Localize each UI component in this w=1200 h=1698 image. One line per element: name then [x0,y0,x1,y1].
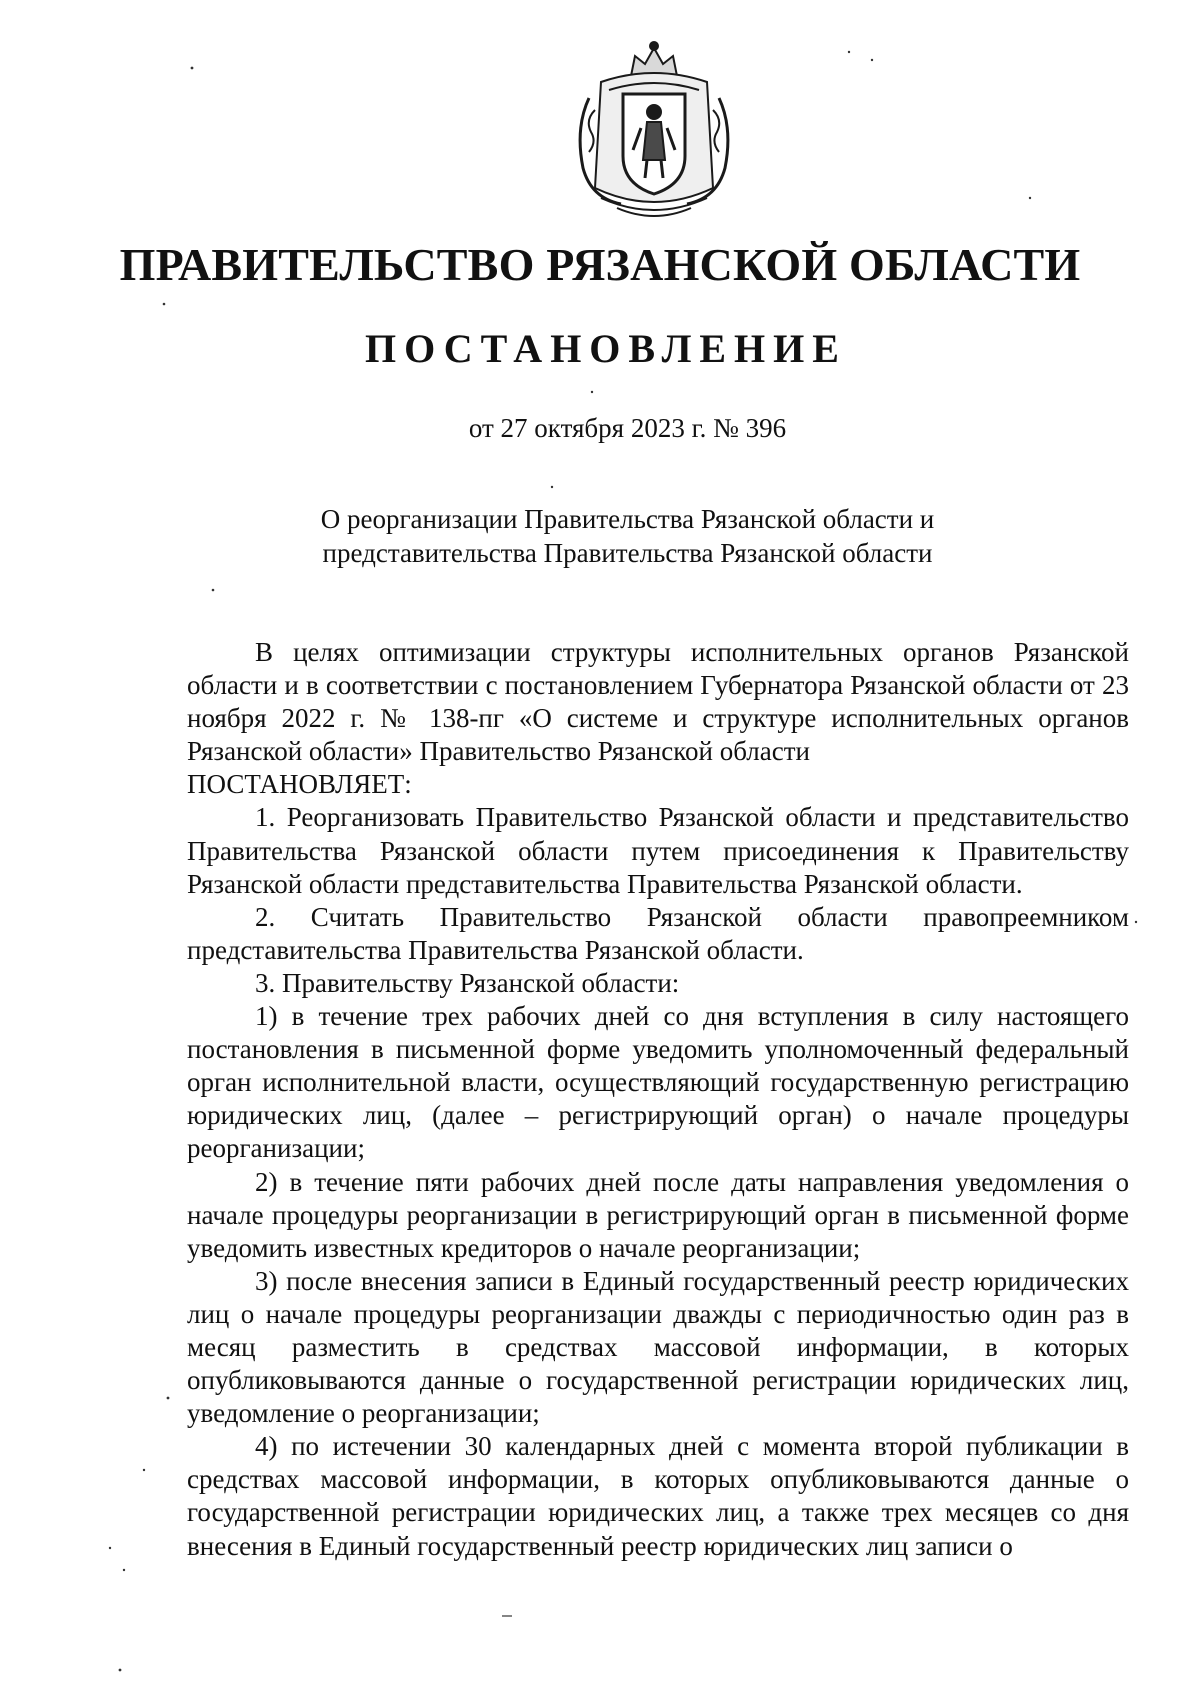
item-1-paragraph: 1. Реорганизовать Правительство Рязанской области и представительство Правительства Рязанской области путем присоединения к Правительству Рязанской области представительства Правительства Рязанской области. [187,802,1129,899]
document-subject [0,502,1200,570]
coat-of-arms-icon [561,38,747,218]
preamble-paragraph: В целях оптимизации структуры исполнительных органов Рязанской области и в соответствии с постановлением Губернатора Рязанской области от 23 ноября 2022 г. № 138-пг «О системе и структуре исполнительных органов Рязанской области» Правительство Рязанской области [187,637,1129,767]
document-type-heading: ПОСТАНОВЛЕНИЕ [365,326,847,371]
item-2-paragraph: 2. Считать Правительство Рязанской области правопреемником представительства Правительства Рязанской области. [187,901,1129,965]
item-3-paragraph: 3. Правительству Рязанской области: [255,967,680,998]
document-body [187,636,1129,1563]
document-subject-line: О реорганизации Правительства Рязанской области и [320,504,935,534]
subitem-3-paragraph: 3) после внесения записи в Единый государственный реестр юридических лиц о начале процедуры реорганизации дважды с периодичностью один раз в месяц разместить в средствах массовой информации, в которых опубликовываются данные о государственной регистрации юридических лиц, уведомление о реорганизации; [187,1265,1129,1429]
resolves-keyword: ПОСТАНОВЛЯЕТ: [187,769,412,800]
organization-title: ПРАВИТЕЛЬСТВО РЯЗАНСКОЙ ОБЛАСТИ [119,239,1081,290]
document-date-number: от 27 октября 2023 г. № 396 [468,413,787,443]
subitem-2-paragraph: 2) в течение пяти рабочих дней после даты направления уведомления о начале процедуры реорганизации в регистрирующий орган в письменной форме уведомить известных кредиторов о начале реорганизации; [187,1166,1129,1263]
document-subject-line: представительства Правительства Рязанской области [322,538,933,568]
subitem-1-paragraph: 1) в течение трех рабочих дней со дня вступления в силу настоящего постановления в письменной форме уведомить уполномоченный федеральный орган исполнительной власти, осуществляющий государственную регистрацию юридических лиц, (далее – регистрирующий орган) о начале процедуры реорганизации; [187,1001,1129,1164]
subitem-4-paragraph: 4) по истечении 30 календарных дней с момента второй публикации в средствах массовой информации, в которых опубликовываются данные о государственной регистрации юридических лиц, а также трех месяцев со дня внесения в Единый государственный реестр юридических лиц записи о [187,1431,1129,1561]
